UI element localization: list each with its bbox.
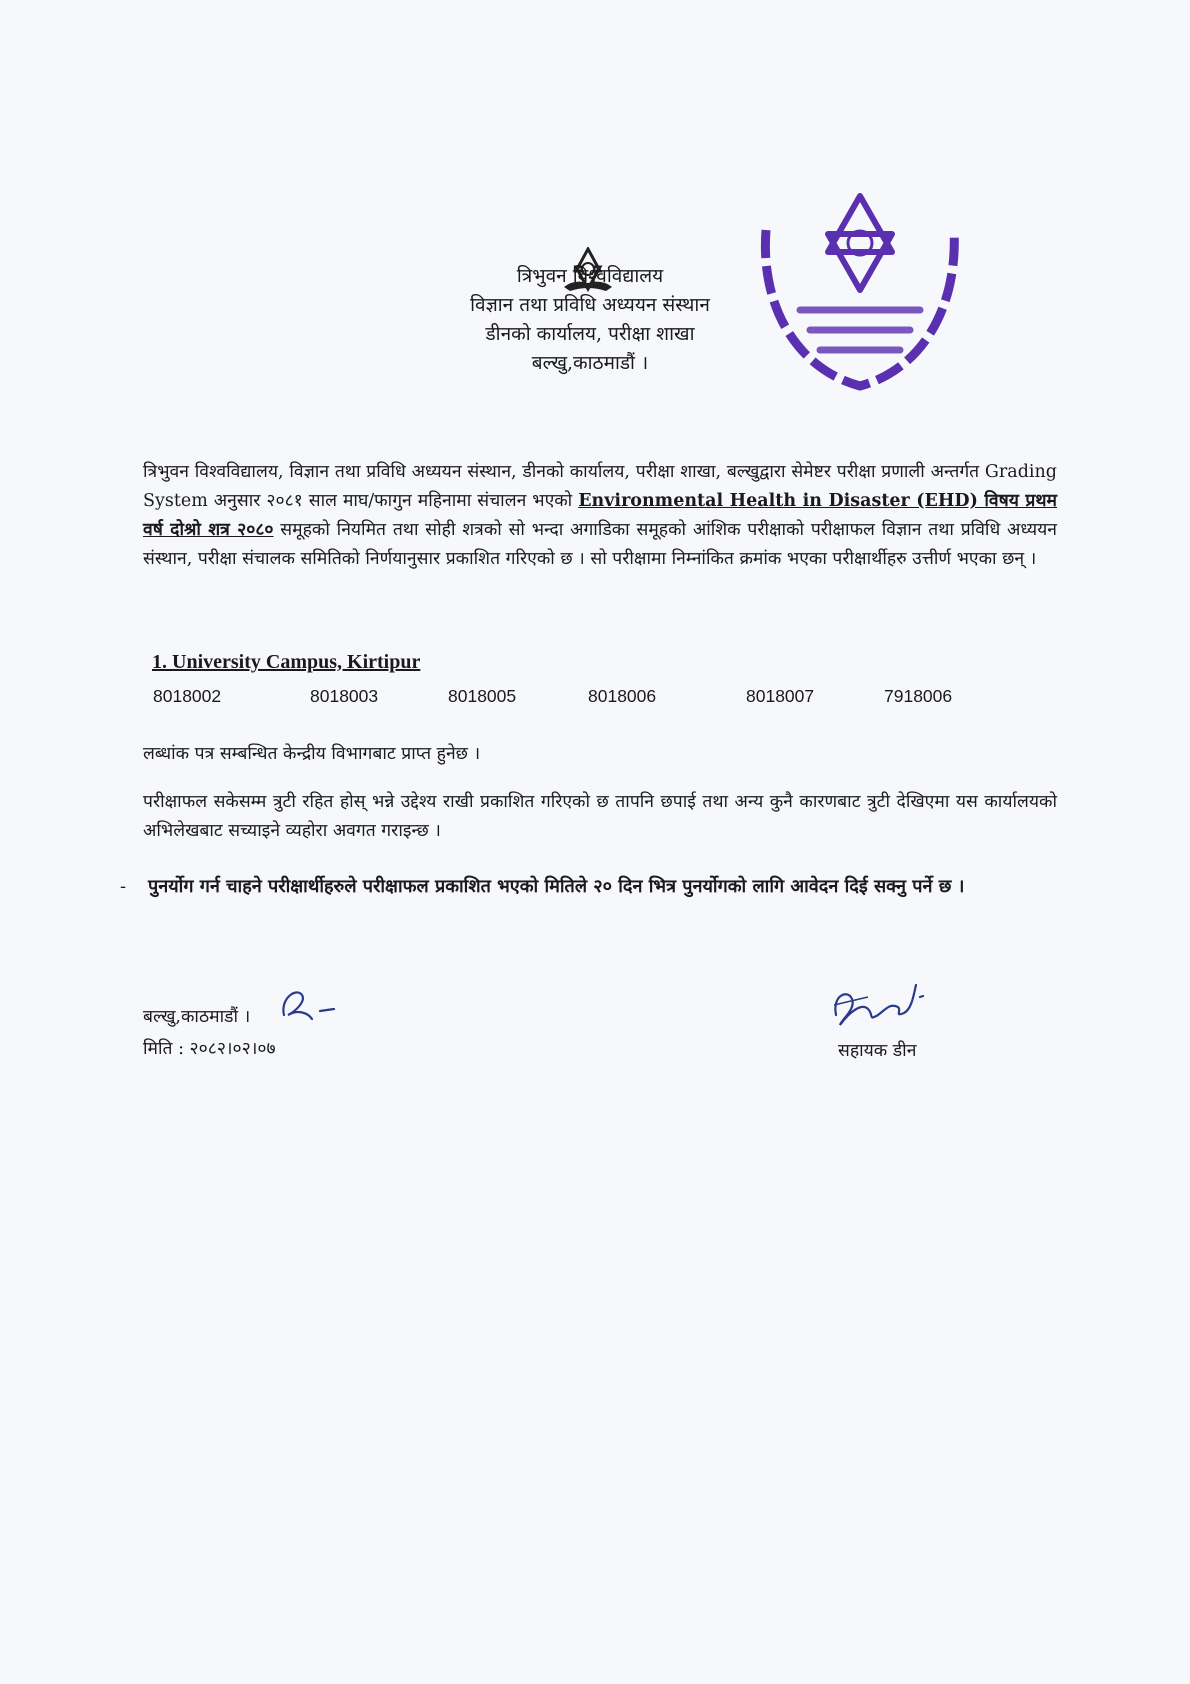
roll-number: 7918006 [884, 686, 953, 706]
signatory-designation: सहायक डीन [838, 1041, 917, 1061]
office-address: बल्खु,काठमाडौं । [531, 352, 649, 374]
error-disclaimer: परीक्षाफल सकेसम्म त्रुटी रहित होस् भन्ने उद्देश्य राखी प्रकाशित गरिएको छ तापनि छपाई तथा अन्य कुनै कारणबाट त्रुटी देखिएमा यस कार्यालयको अभिलेखबाट सच्याइने व्यहोरा अवगत गराइन्छ । [143, 792, 1057, 841]
bullet-dash: - [120, 876, 127, 897]
roll-number: 8018005 [448, 686, 517, 706]
announcement-paragraph [143, 458, 1057, 574]
subject-title: Environmental Health in Disaster (EHD) विषय प्रथम वर्ष दोश्रो शत्र २०८० [143, 491, 1057, 540]
issue-date: मिति : २०८२।०२।०७ [143, 1039, 276, 1059]
official-seal-stamp [760, 190, 960, 400]
announcement-intro: त्रिभुवन विश्वविद्यालय, विज्ञान तथा प्रविधि अध्ययन संस्थान, डीनको कार्यालय, परीक्षा शाखा, बल्खुद्वारा सेमेष्टर परीक्षा प्रणाली अन्तर्गत Grading System अनुसार २०८१ साल माघ/फागुन महिनामा संचालन भएको [143, 462, 1057, 511]
announcement-details: समूहको नियमित तथा सोही शत्रको सो भन्दा अगाडिका समूहको आंशिक परीक्षाको परीक्षाफल विज्ञान तथा प्रविधि अध्ययन संस्थान, परीक्षा संचालक समितिको निर्णयानुसार प्रकाशित गरिएको छ । सो परीक्षामा निम्नांकित क्रमांक भएका परीक्षार्थीहरु उत्तीर्ण भएका छन् । [143, 520, 1057, 569]
institute-name: विज्ञान तथा प्रविधि अध्ययन संस्थान [470, 294, 710, 316]
retotaling-text: पुनर्योग गर्न चाहने परीक्षार्थीहरुले परीक्षाफल प्रकाशित भएको मितिले २० दिन भित्र पुनर्योगको लागि आवेदन दिई सक्नु पर्ने छ । [148, 876, 965, 897]
roll-number-list [0, 686, 1190, 712]
campus-heading: 1. University Campus, Kirtipur [152, 651, 421, 673]
letterhead [400, 262, 780, 378]
issue-place: बल्खु,काठमाडौं । [143, 1007, 251, 1027]
office-name: डीनको कार्यालय, परीक्षा शाखा [485, 323, 695, 345]
roll-number: 8018002 [153, 686, 222, 706]
initial-signature [278, 985, 348, 1025]
roll-number: 8018007 [746, 686, 815, 706]
roll-number: 8018003 [310, 686, 379, 706]
roll-number: 8018006 [588, 686, 657, 706]
marksheet-notice: लब्धांक पत्र सम्बन्धित केन्द्रीय विभागबाट प्राप्त हुनेछ । [143, 744, 481, 764]
retotaling-note [120, 872, 1060, 902]
university-name: त्रिभुवन विश्वविद्यालय [516, 265, 664, 287]
assistant-dean-signature [828, 975, 938, 1033]
